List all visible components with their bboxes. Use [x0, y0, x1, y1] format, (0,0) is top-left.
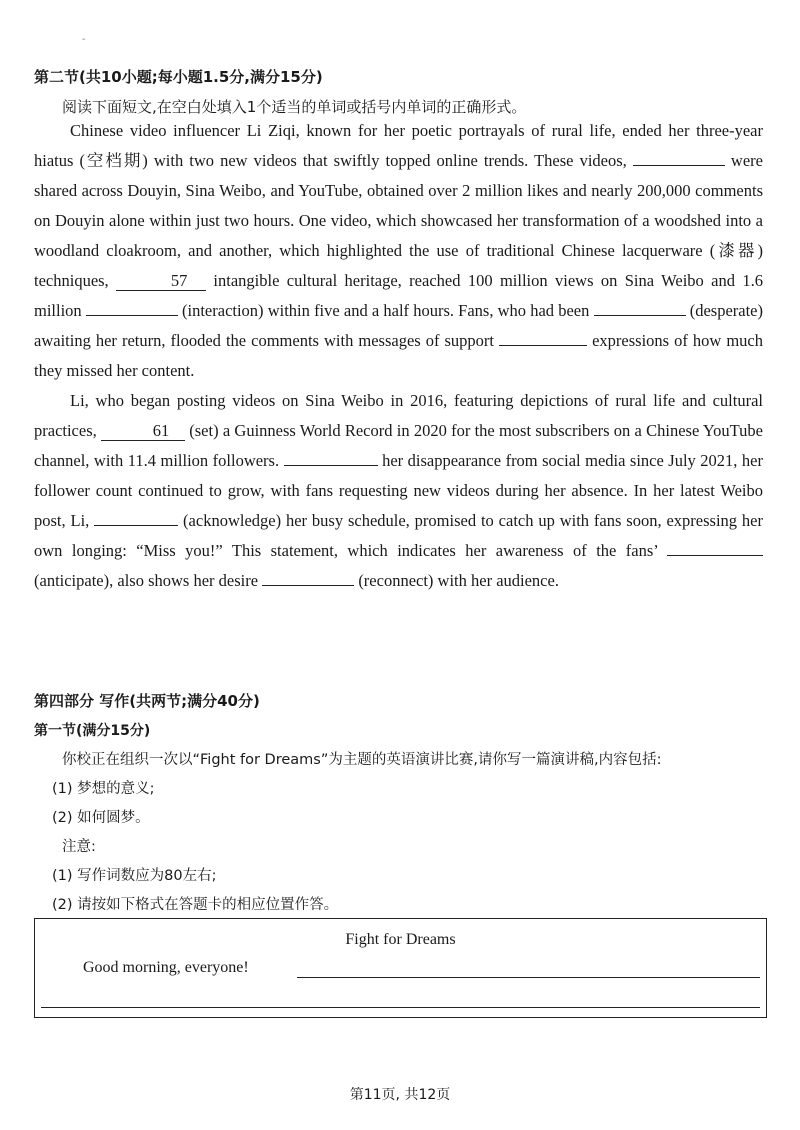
- passage-text: (reconnect) with her audience.: [354, 571, 559, 590]
- answer-blank-57[interactable]: 57: [116, 272, 206, 291]
- task-prompt: 你校正在组织一次以“Fight for Dreams”为主题的英语演讲比赛,请你写一篇演讲稿,内容包括:: [62, 752, 662, 768]
- passage-text: intangible cultural heritage, reached 100 million views on Sina Weibo and 1.6 million: [34, 271, 763, 320]
- answer-blank-60[interactable]: [499, 327, 587, 346]
- task-item-2: (2) 如何圆梦。: [52, 810, 150, 826]
- passage-text: her disappearance from social media since July 2021, her follower count continued to grow, with fans requesting new videos during her absence. In her latest Weibo post, Li,: [34, 451, 763, 530]
- answer-blank-65[interactable]: [262, 567, 354, 586]
- passage-text: Chinese video influencer Li Ziqi, known for her poetic portrayals of rural life, ended her three-year hiatus (空档期) with two new videos that swiftly topped online trends. These videos,: [34, 121, 763, 170]
- writing-task: [34, 746, 774, 920]
- note-label: 注意:: [62, 839, 96, 855]
- part4-heading: 第四部分 写作(共两节;满分40分): [34, 692, 260, 710]
- passage-text: Li, who began posting videos on Sina Weibo in 2016, featuring depictions of rural life and cultural practices,: [34, 391, 763, 440]
- answer-blank-59[interactable]: [594, 297, 686, 316]
- answer-blank-56[interactable]: [633, 147, 725, 166]
- answer-blank-64[interactable]: [667, 537, 763, 556]
- section-instruction: 阅读下面短文,在空白处填入1个适当的单词或括号内单词的正确形式。: [62, 98, 527, 116]
- passage-text: expressions of how much they missed her content.: [34, 331, 763, 380]
- page-number: 第11页, 共12页: [349, 1087, 451, 1103]
- passage-text: (anticipate), also shows her desire: [34, 571, 263, 590]
- answer-format-box: [34, 918, 767, 1018]
- passage-text: (interaction) within five and a half hours. Fans, who had been: [177, 301, 594, 320]
- answer-blank-63[interactable]: [94, 507, 178, 526]
- cloze-passage: [34, 116, 763, 596]
- note-2: (2) 请按如下格式在答题卡的相应位置作答。: [52, 897, 339, 913]
- passage-text: (acknowledge) her busy schedule, promised to catch up with fans soon, expressing her own longing: “Miss you!” This statement, which indicates her awareness of the fans’: [34, 511, 763, 560]
- note-1: (1) 写作词数应为80左右;: [52, 868, 217, 884]
- passage-paragraph-1: [34, 116, 763, 386]
- speech-title: Fight for Dreams: [345, 931, 456, 948]
- speech-greeting: Good morning, everyone!: [83, 959, 249, 976]
- passage-text: (desperate) awaiting her return, flooded the comments with messages of support: [34, 301, 763, 350]
- passage-text: (set) a Guinness World Record in 2020 for the most subscribers on a Chinese YouTube channel, with 11.4 million followers.: [34, 421, 763, 470]
- passage-text: were shared across Douyin, Sina Weibo, and YouTube, obtained over 2 million likes and nearly 200,000 comments on Douyin alone within just two hours. One video, which showcased her transformation of a woodshed into a woodland cloakroom, and another, which highlighted the use of traditional Chinese lacquerware (漆器) techniques,: [34, 151, 763, 290]
- corner-mark: -: [82, 34, 86, 45]
- answer-blank-58[interactable]: [86, 297, 178, 316]
- answer-blank-61[interactable]: 61: [101, 422, 185, 441]
- writing-line-1[interactable]: [297, 977, 760, 978]
- task-item-1: (1) 梦想的意义;: [52, 781, 155, 797]
- answer-blank-62[interactable]: [284, 447, 378, 466]
- writing-section-heading: 第一节(满分15分): [34, 723, 151, 739]
- writing-line-2[interactable]: [41, 1007, 760, 1008]
- section-heading: 第二节(共10小题;每小题1.5分,满分15分): [34, 68, 323, 86]
- passage-paragraph-2: [34, 386, 763, 596]
